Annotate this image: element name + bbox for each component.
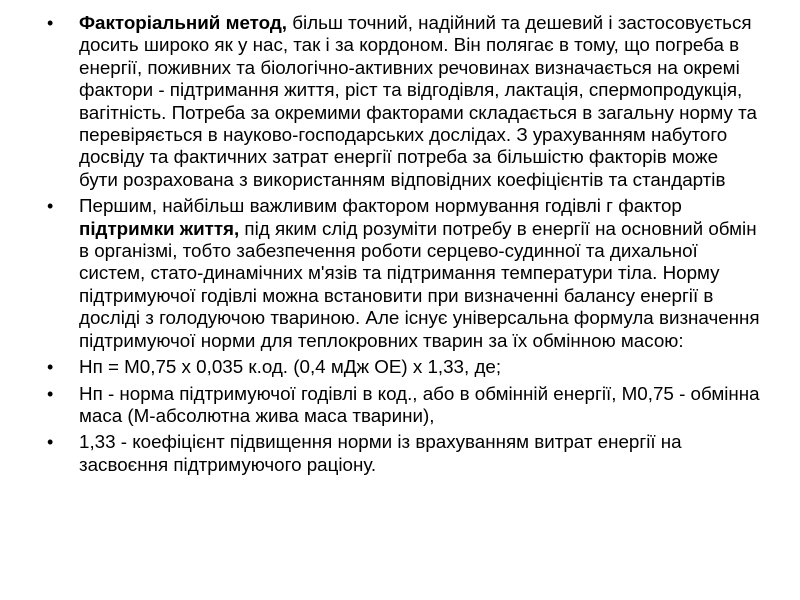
bullet-dot-icon: • <box>47 383 54 404</box>
bullet-dot-icon: • <box>47 357 54 378</box>
bullet-text: більш точний, надійний та дешевий і застосовується досить широко як у нас, так і за кордоном. Він полягає в тому, що погреба в енергії, поживних та біологічно-активних речовинах визначається на окремі фактори - підтримання життя, ріст та відгодівля, лактація, спермопродукція, вагітність. Потреба за окремими факторами складається в загальну норму та перевіряється в науково-господарських дослідах. З урахуванням набутого досвіду та фактичних затрат енергії потреба за більшістю факторів може бути розрахована з використанням відповідних коефіцієнтів та стандартів <box>79 12 757 190</box>
bullet-list <box>47 12 760 476</box>
bullet-text: Нп - норма підтримуючої годівлі в код., або в обмінній енергії, М0,75 - обмінна маса (М-абсолютна жива маса тварини), <box>79 382 760 426</box>
bullet-item-factorial-method <box>47 12 760 191</box>
bullet-bold-term: підтримки життя, <box>79 217 240 239</box>
bullet-dot-icon: • <box>47 432 54 453</box>
bullet-item-life-support <box>47 195 760 352</box>
bullet-item-norm-definition <box>47 383 760 428</box>
bullet-text-after: під яким слід розуміти потребу в енергії на основний обмін в організмі, тобто забезпечення роботи серцево-судинної та дихальної систем, стато-динамічних м'язів та підтримання температури тіла. Норму підтримуючої годівлі можна встановити при визначенні балансу енергії в досліді з голодуючою твариною. Але існує універсальна формула визначення підтримуючої норми для теплокровних тварин за їх обмінною масою: <box>79 217 760 351</box>
bullet-item-coefficient <box>47 431 760 476</box>
bullet-item-formula <box>47 356 760 378</box>
bullet-text: Нп = М0,75 х 0,035 к.од. (0,4 мДж ОЕ) х 1,33, де; <box>79 356 502 378</box>
bullet-text: 1,33 - коефіцієнт підвищення норми із врахуванням витрат енергії на засвоєння підтримуючого раціону. <box>79 431 682 475</box>
bullet-bold-lead: Факторіальний метод, <box>79 12 287 33</box>
bullet-dot-icon: • <box>47 13 54 33</box>
bullet-text-before: Першим, найбільш важливим фактором нормування годівлі г фактор <box>79 195 682 217</box>
bullet-dot-icon: • <box>47 196 54 217</box>
